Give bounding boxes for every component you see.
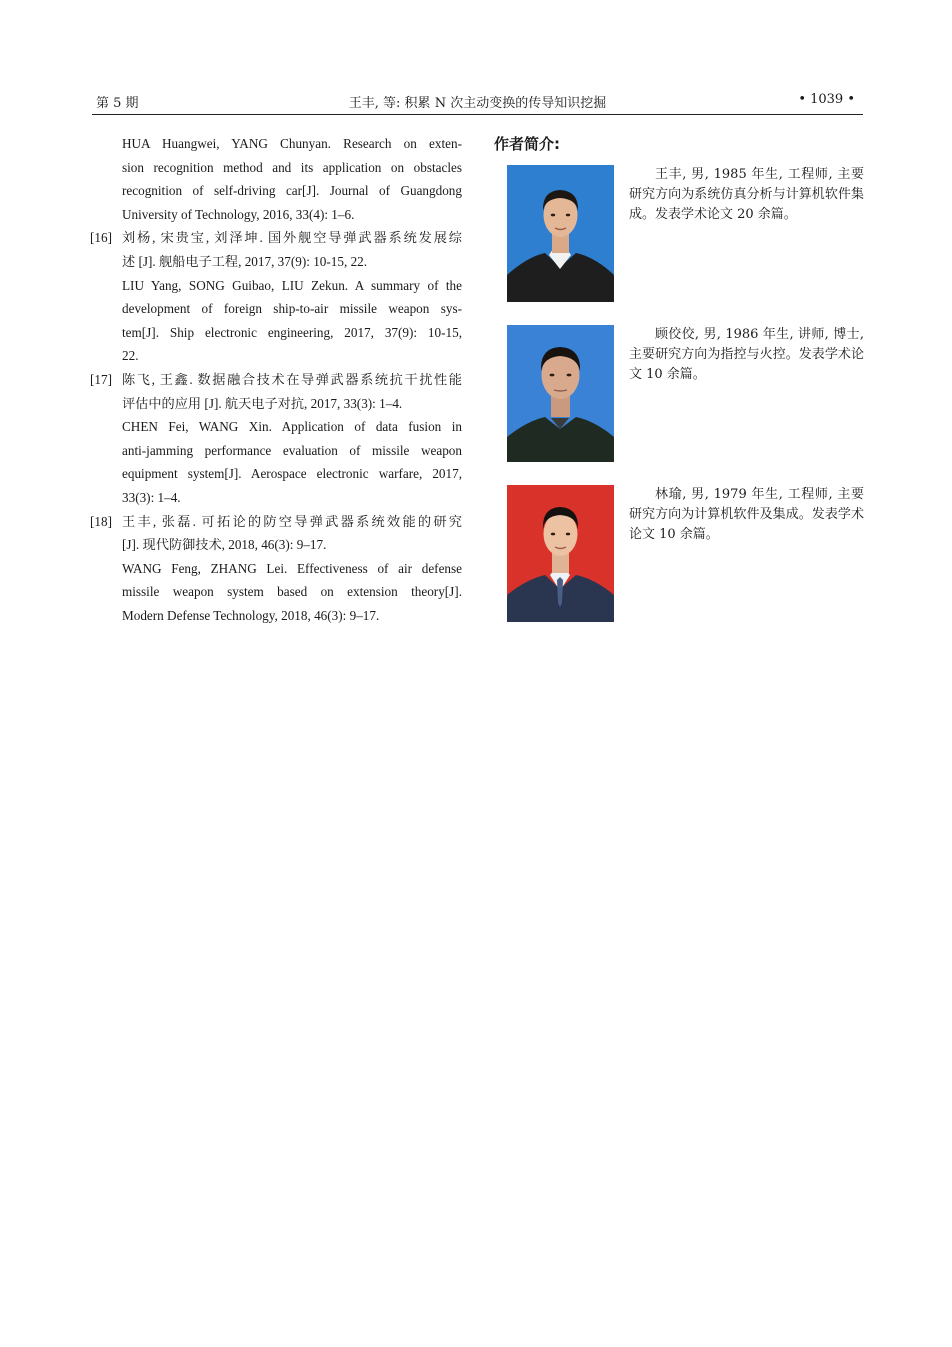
reference-line: 王丰, 张磊. 可拓论的防空导弹武器系统效能的研究 <box>122 513 462 529</box>
author-bios-heading: 作者简介: <box>494 135 560 153</box>
reference-line: [J]. 现代防御技术, 2018, 46(3): 9–17. <box>122 537 327 553</box>
reference-line: sion recognition method and its application on obstacles <box>122 159 462 175</box>
reference-line: anti-jamming performance evaluation of missile weapon <box>122 442 462 458</box>
reference-line: 评估中的应用 [J]. 航天电子对抗, 2017, 33(3): 1–4. <box>122 395 403 411</box>
reference-line: HUA Huangwei, YANG Chunyan. Research on exten- <box>122 136 462 151</box>
reference-number: [16] <box>90 230 112 246</box>
reference-number: [18] <box>90 513 112 529</box>
author-bio-3 <box>507 485 864 622</box>
reference-line: University of Technology, 2016, 33(4): 1–6. <box>122 206 355 222</box>
author-bio-2 <box>507 325 864 462</box>
reference-line: 陈飞, 王鑫. 数据融合技术在导弹武器系统抗干扰性能 <box>122 371 462 387</box>
reference-line: equipment system[J]. Aerospace electronic warfare, 2017, <box>122 466 462 482</box>
reference-line: CHEN Fei, WANG Xin. Application of data fusion in <box>122 419 462 435</box>
reference-list <box>90 132 462 627</box>
reference-line: Modern Defense Technology, 2018, 46(3): 9–17. <box>122 607 380 623</box>
reference-line: recognition of self-driving car[J]. Journal of Guangdong <box>122 183 462 199</box>
running-header <box>92 90 863 115</box>
reference-line: 刘杨, 宋贵宝, 刘泽坤. 国外舰空导弹武器系统发展综 <box>122 230 462 246</box>
page-number: • 1039 • <box>798 92 855 107</box>
author-bio-1 <box>507 165 864 302</box>
reference-line: WANG Feng, ZHANG Lei. Effectiveness of air defense <box>122 560 462 576</box>
author-bio-text: 顾佼佼, 男, 1986 年生, 讲师, 博士, 主要研究方向为指控与火控。发表学术论文 10 余篇。 <box>629 327 864 382</box>
reference-17 <box>90 368 462 510</box>
reference-16 <box>90 226 462 368</box>
author-photo <box>507 325 614 462</box>
reference-line: LIU Yang, SONG Guibao, LIU Zekun. A summary of the <box>122 277 462 293</box>
author-bio-text: 林瑜, 男, 1979 年生, 工程师, 主要研究方向为计算机软件及集成。发表学术论文 10 余篇。 <box>629 487 864 542</box>
reference-line: missile weapon system based on extension theory[J]. <box>122 584 462 600</box>
reference-line: 22. <box>122 348 139 364</box>
author-bio-text: 王丰, 男, 1985 年生, 工程师, 主要研究方向为系统仿真分析与计算机软件集成。发表学术论文 20 余篇。 <box>629 167 864 222</box>
author-photo <box>507 485 614 622</box>
author-photo <box>507 165 614 302</box>
issue-number: 第 5 期 <box>96 96 139 111</box>
reference-line: 述 [J]. 舰船电子工程, 2017, 37(9): 10-15, 22. <box>122 253 368 269</box>
reference-18 <box>90 510 462 628</box>
running-title: 王丰, 等: 积累 N 次主动变换的传导知识挖掘 <box>348 96 607 111</box>
reference-continued <box>90 132 462 226</box>
reference-number: [17] <box>90 371 112 387</box>
reference-line: 33(3): 1–4. <box>122 489 181 505</box>
reference-line: tem[J]. Ship electronic engineering, 2017, 37(9): 10-15, <box>122 324 462 340</box>
reference-line: development of foreign ship-to-air missile weapon sys- <box>122 301 462 317</box>
